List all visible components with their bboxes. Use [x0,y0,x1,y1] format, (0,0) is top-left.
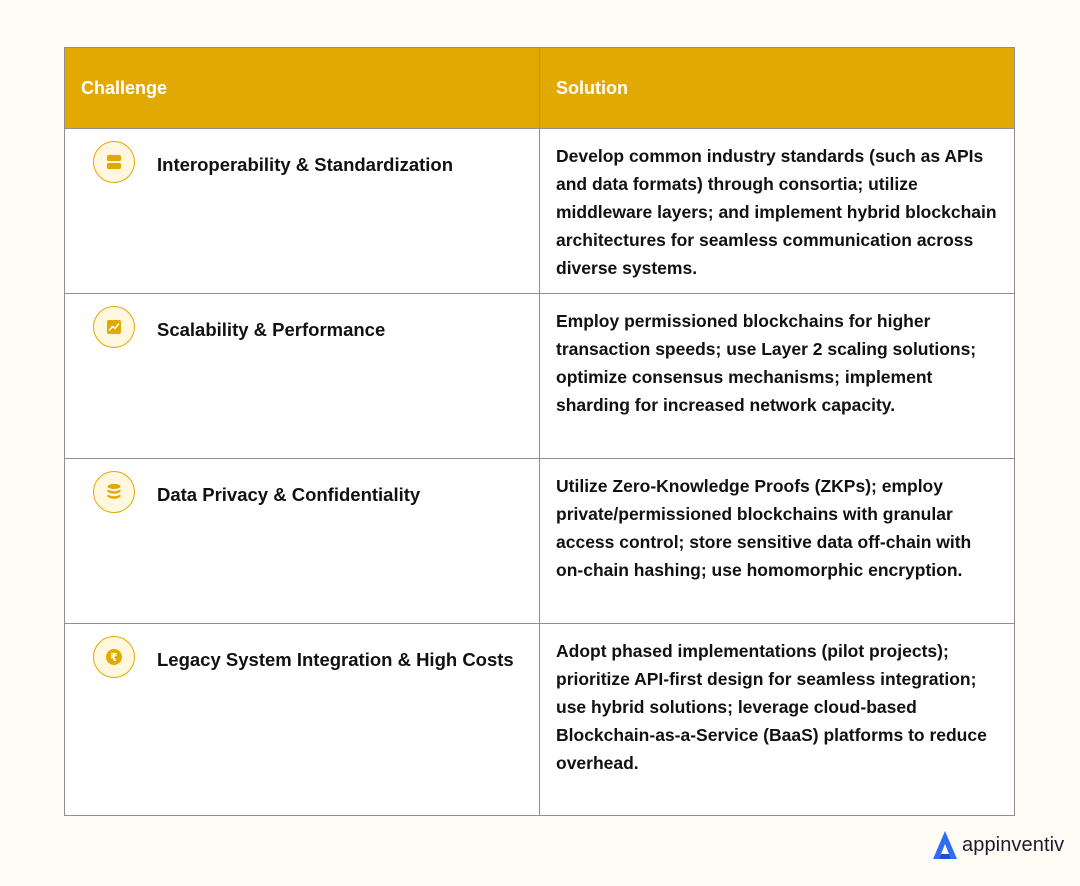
table-row [65,293,1014,458]
database-icon [93,471,135,513]
challenge-label: Scalability & Performance [157,319,386,340]
rupee-icon [93,636,135,678]
challenge-cell [65,459,540,623]
table-header [65,48,1014,128]
server-icon [93,141,135,183]
solution-cell: Adopt phased implementations (pilot projects); prioritize API-first design for seamless integration; use hybrid solutions; leverage cloud-based Blockchain-as-a-Service (BaaS) platforms to reduce overhead. [556,641,987,773]
challenge-cell [65,624,540,815]
challenge-label: Data Privacy & Confidentiality [157,484,421,505]
header-challenge: Challenge [65,48,540,128]
chart-icon [93,306,135,348]
brand-name: appinventiv [962,833,1065,856]
table-row [65,458,1014,623]
appinventiv-logo [932,830,1064,860]
solution-cell: Utilize Zero-Knowledge Proofs (ZKPs); employ private/permissioned blockchains with granular access control; store sensitive data off-chain with on-chain hashing; use homomorphic encryption. [556,476,972,580]
svg-text:₹: ₹ [110,651,118,664]
table-row [65,623,1014,815]
challenge-solution-table [64,47,1015,816]
solution-cell: Employ permissioned blockchains for higher transaction speeds; use Layer 2 scaling solutions; optimize consensus mechanisms; implement sharding for increased network capacity. [556,311,977,415]
challenge-label: Legacy System Integration & High Costs [157,649,514,670]
header-solution: Solution [556,77,628,98]
solution-cell: Develop common industry standards (such as APIs and data formats) through consortia; utilize middleware layers; and implement hybrid blockchain architectures for seamless communication across diverse systems. [556,146,997,278]
table-row [65,128,1014,293]
challenge-cell [65,294,540,458]
challenge-cell [65,129,540,293]
challenge-label: Interoperability & Standardization [157,154,454,175]
appinventiv-logo-icon [932,830,958,860]
